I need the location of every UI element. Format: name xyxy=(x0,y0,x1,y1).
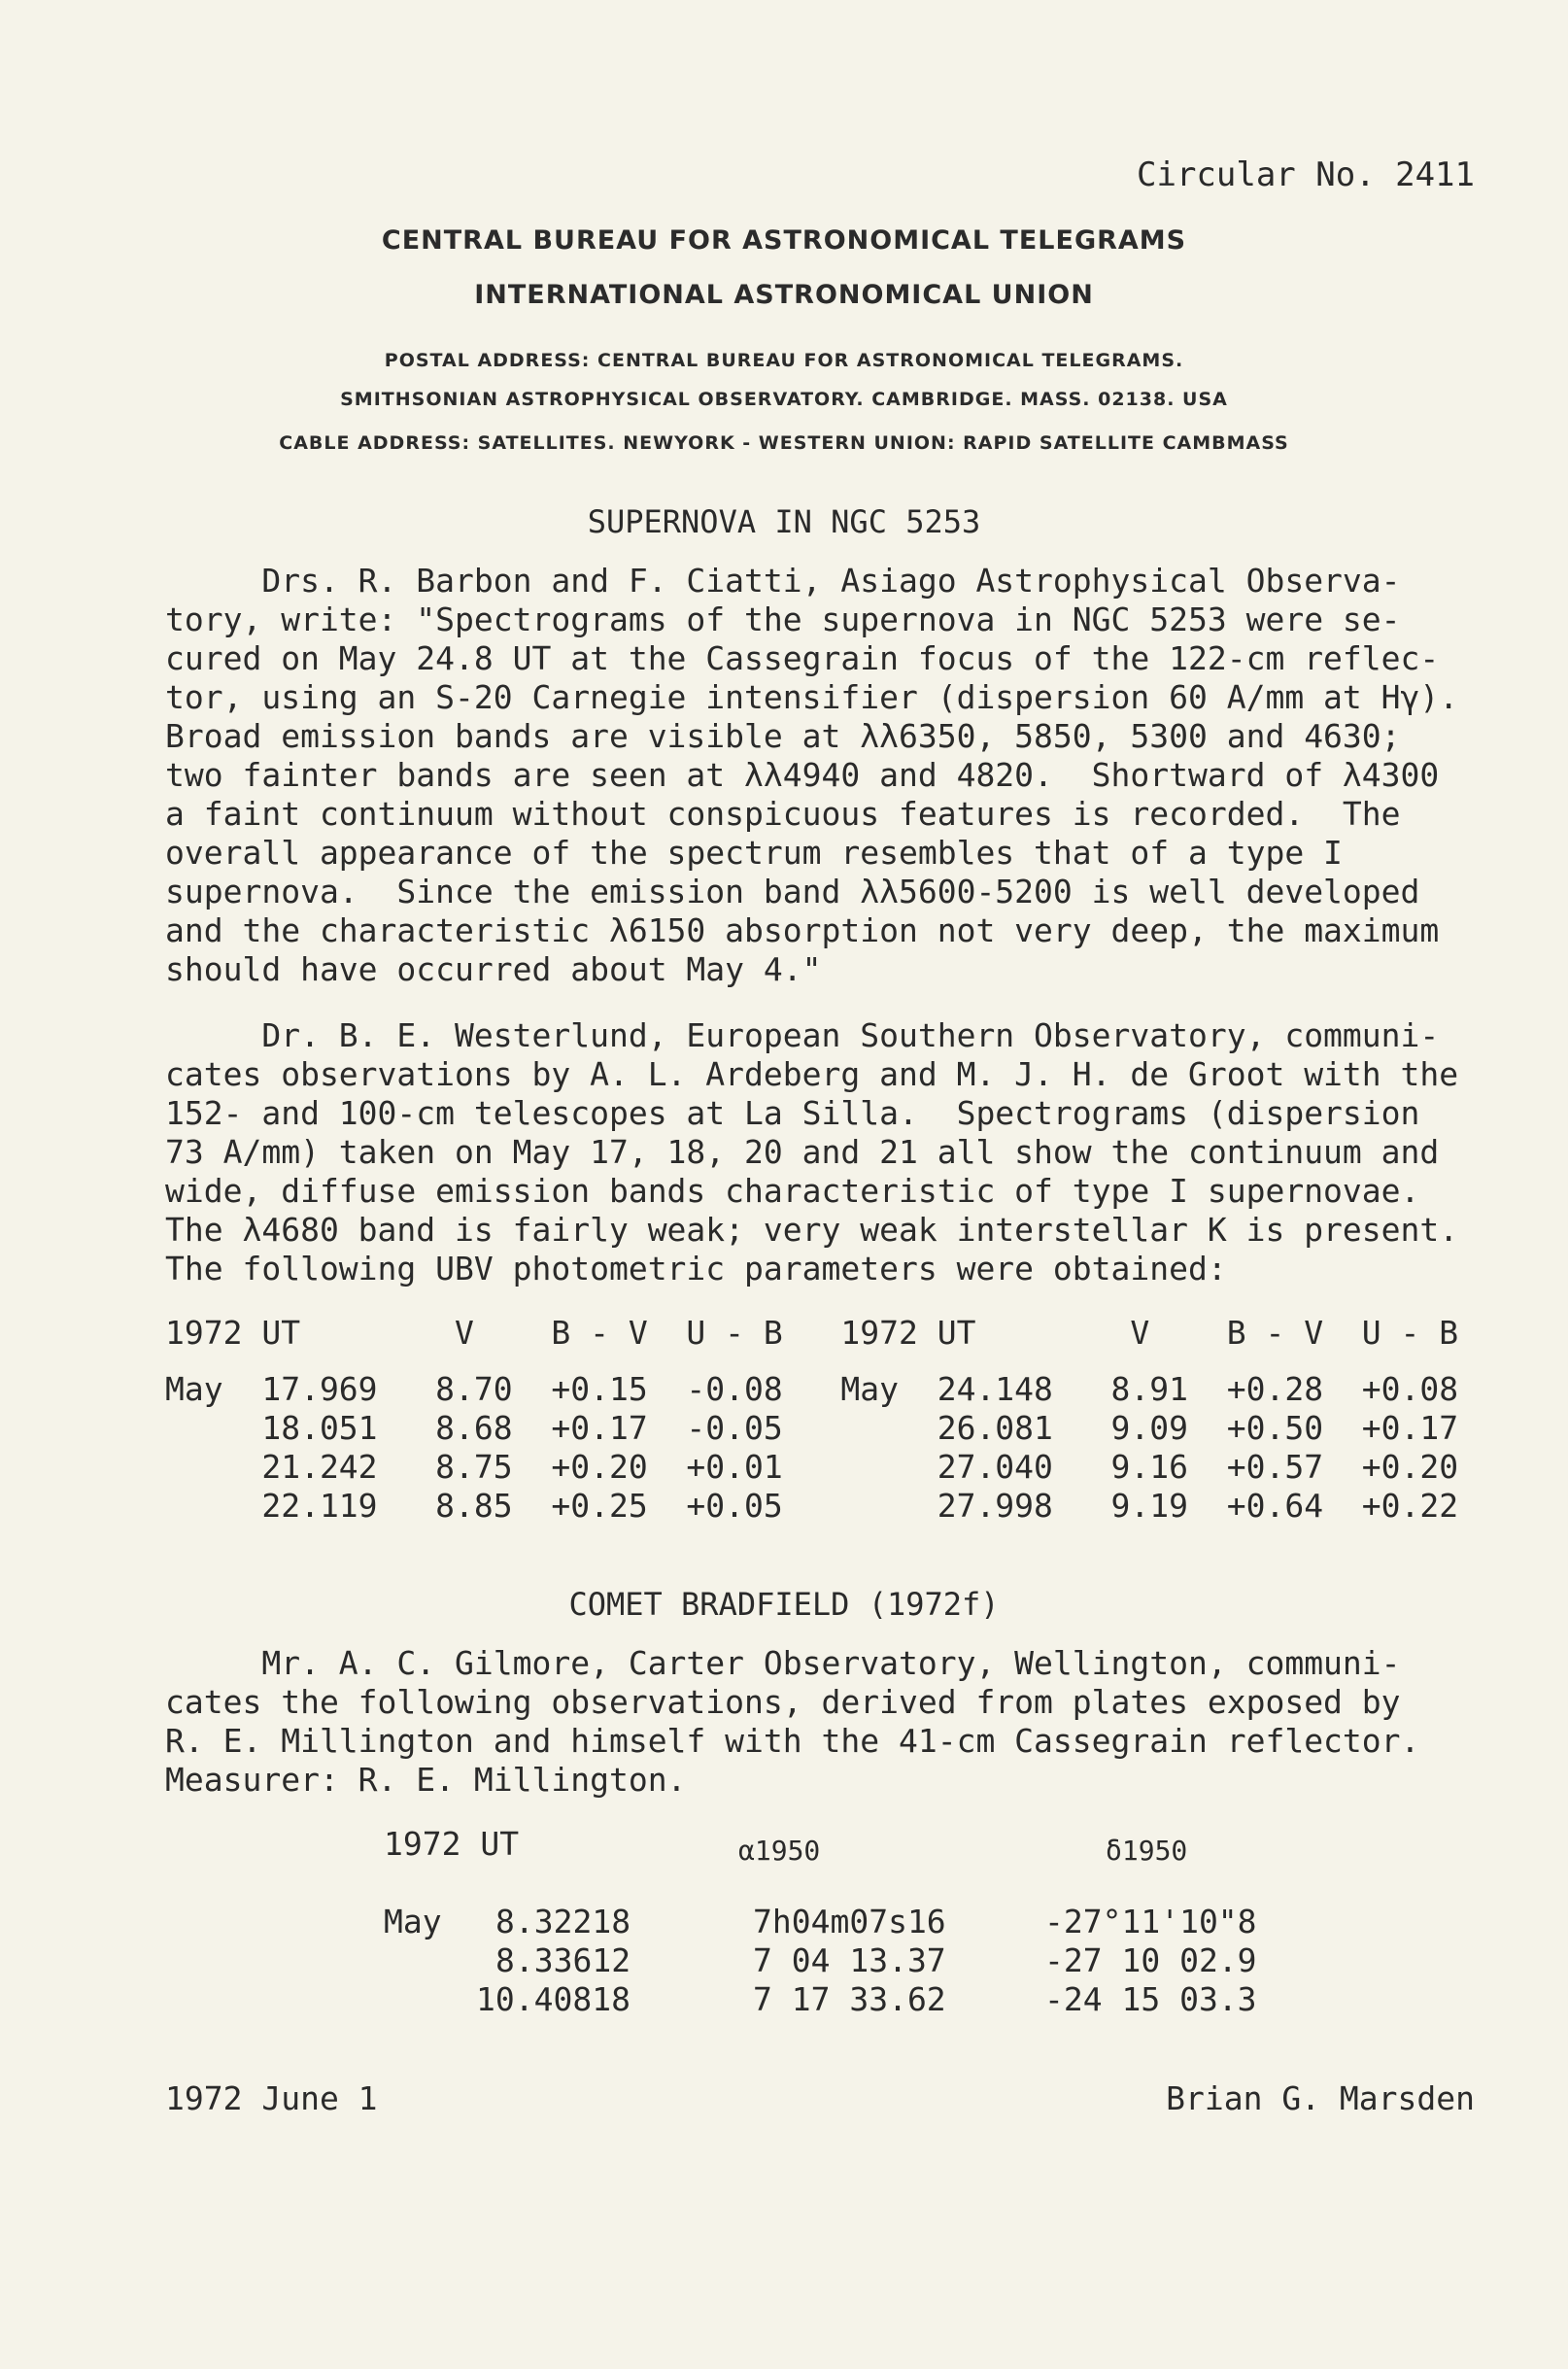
comet-row-dec: -27°11'10"8 xyxy=(1044,1903,1257,1940)
photometry-table-header: 1972 UT V B - V U - B 1972 UT V B - V U - B xyxy=(165,1314,1459,1352)
text-line: Dr. B. E. Westerlund, European Southern Observatory, communi- xyxy=(165,1016,1440,1054)
union-title: INTERNATIONAL ASTRONOMICAL UNION xyxy=(474,280,1094,310)
text-line: R. E. Millington and himself with the 41-cm Cassegrain reflector. xyxy=(165,1722,1420,1760)
comet-col-ut: 1972 UT xyxy=(384,1825,520,1863)
postal-address-line2: SMITHSONIAN ASTROPHYSICAL OBSERVATORY. CAMBRIDGE. MASS. 02138. USA xyxy=(340,389,1228,410)
comet-row-ra: 7 17 33.62 xyxy=(753,1980,946,2018)
table-row: 18.051 8.68 +0.17 -0.05 26.081 9.09 +0.50 +0.17 xyxy=(165,1409,1459,1447)
footer-date: 1972 June 1 xyxy=(165,2079,378,2117)
text-line: cured on May 24.8 UT at the Cassegrain focus of the 122-cm reflec- xyxy=(165,639,1440,677)
footer-author: Brian G. Marsden xyxy=(1166,2079,1475,2117)
text-line: and the characteristic λ6150 absorption not very deep, the maximum xyxy=(165,911,1440,949)
text-line: supernova. Since the emission band λλ5600-5200 is well developed xyxy=(165,873,1420,910)
comet-row-ra: 7 04 13.37 xyxy=(753,1941,946,1979)
text-line: tor, using an S-20 Carnegie intensifier (dispersion 60 A/mm at Hγ). xyxy=(165,678,1459,716)
text-line: overall appearance of the spectrum resembles that of a type I xyxy=(165,834,1343,872)
text-line: two fainter bands are seen at λλ4940 and 4820. Shortward of λ4300 xyxy=(165,756,1440,794)
text-line: cates observations by A. L. Ardeberg and M. J. H. de Groot with the xyxy=(165,1055,1459,1093)
supernova-paragraph-2 xyxy=(165,1016,1486,1288)
text-line: cates the following observations, derived from plates exposed by xyxy=(165,1683,1401,1721)
cable-address: CABLE ADDRESS: SATELLITES. NEWYORK - WESTERN UNION: RAPID SATELLITE CAMBMASS xyxy=(279,432,1289,454)
comet-row-ut: 8.33612 xyxy=(495,1941,631,1979)
text-line: 73 A/mm) taken on May 17, 18, 20 and 21 all show the continuum and xyxy=(165,1133,1440,1171)
comet-row-month: May xyxy=(384,1903,442,1940)
text-line: Broad emission bands are visible at λλ6350, 5850, 5300 and 4630; xyxy=(165,717,1401,755)
comet-col-delta: δ1950 xyxy=(1106,1835,1188,1867)
supernova-paragraph-1 xyxy=(165,562,1486,989)
comet-row-dec: -24 15 03.3 xyxy=(1044,1980,1257,2018)
text-line: Measurer: R. E. Millington. xyxy=(165,1761,687,1799)
circular-number: Circular No. 2411 xyxy=(1137,155,1475,194)
postal-address: POSTAL ADDRESS: CENTRAL BUREAU FOR ASTRONOMICAL TELEGRAMS. xyxy=(384,350,1184,371)
comet-row-ra: 7h04m07s16 xyxy=(753,1903,946,1940)
table-row: 21.242 8.75 +0.20 +0.01 27.040 9.16 +0.57 +0.20 xyxy=(165,1448,1459,1486)
bureau-title: CENTRAL BUREAU FOR ASTRONOMICAL TELEGRAMS xyxy=(381,225,1187,256)
comet-title: COMET BRADFIELD (1972f) xyxy=(568,1586,1000,1623)
text-line: The λ4680 band is fairly weak; very weak interstellar K is present. xyxy=(165,1211,1459,1249)
comet-col-alpha: α1950 xyxy=(738,1835,821,1867)
text-line: 152- and 100-cm telescopes at La Silla. Spectrograms (dispersion xyxy=(165,1094,1420,1132)
text-line: The following UBV photometric parameters were obtained: xyxy=(165,1250,1227,1288)
text-line: should have occurred about May 4." xyxy=(165,950,822,988)
table-row: May 17.969 8.70 +0.15 -0.08 May 24.148 8.91 +0.28 +0.08 xyxy=(165,1370,1459,1408)
text-line: tory, write: "Spectrograms of the supernova in NGC 5253 were se- xyxy=(165,601,1401,638)
comet-row-ut: 8.32218 xyxy=(495,1903,631,1940)
text-line: wide, diffuse emission bands characteristic of type I supernovae. xyxy=(165,1172,1420,1210)
comet-row-ut: 10.40818 xyxy=(476,1980,631,2018)
text-line: Mr. A. C. Gilmore, Carter Observatory, Wellington, communi- xyxy=(165,1644,1401,1682)
table-row: 22.119 8.85 +0.25 +0.05 27.998 9.19 +0.64 +0.22 xyxy=(165,1487,1459,1525)
supernova-title: SUPERNOVA IN NGC 5253 xyxy=(587,503,981,540)
text-line: Drs. R. Barbon and F. Ciatti, Asiago Astrophysical Observa- xyxy=(165,562,1401,600)
comet-row-dec: -27 10 02.9 xyxy=(1044,1941,1257,1979)
text-line: a faint continuum without conspicuous features is recorded. The xyxy=(165,795,1401,833)
comet-paragraph xyxy=(165,1644,1486,1800)
